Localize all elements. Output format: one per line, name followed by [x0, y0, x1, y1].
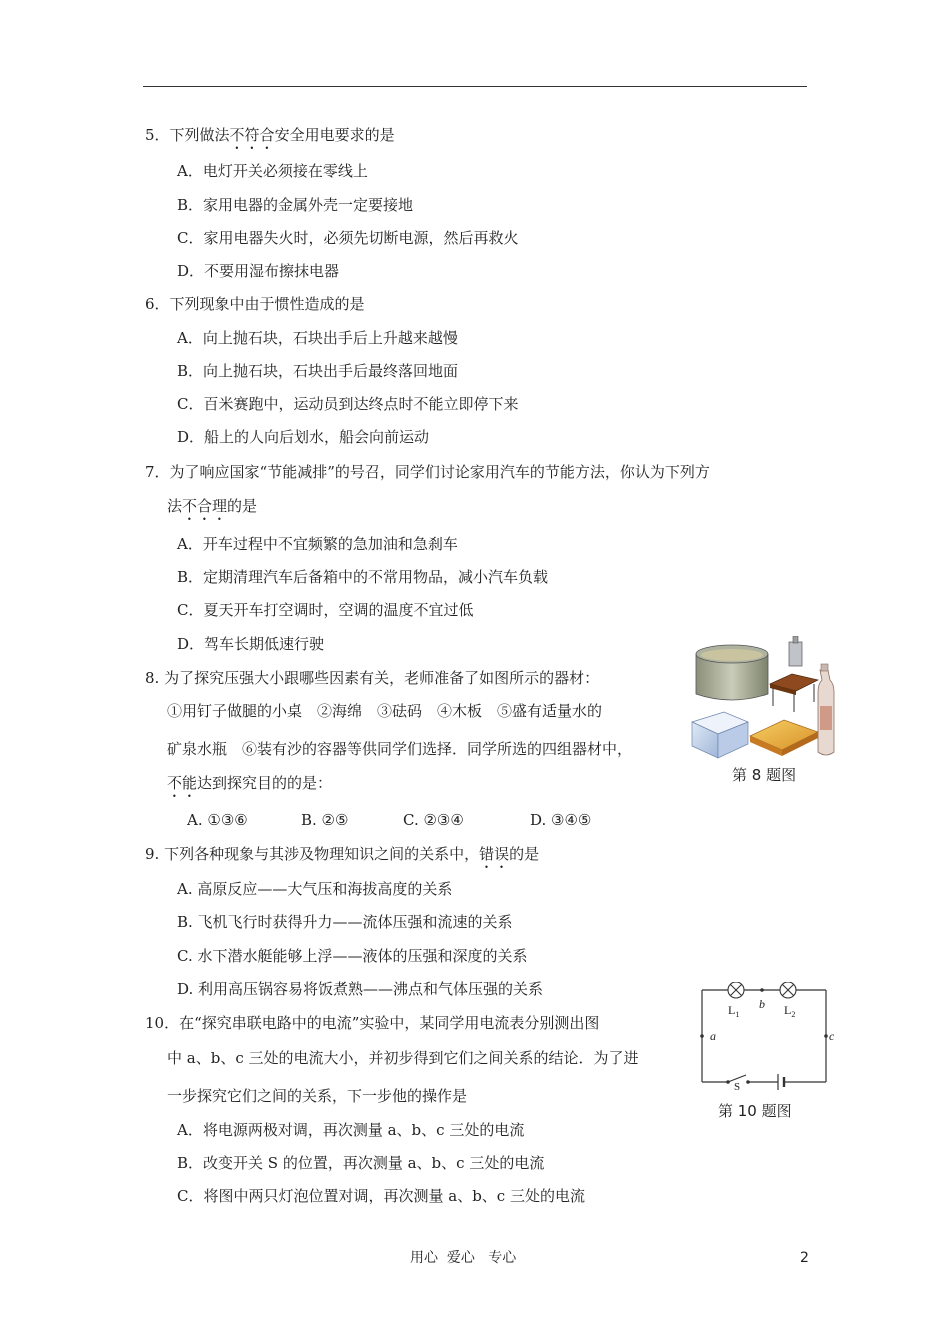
- label-l1: $L_1$: [728, 1003, 740, 1019]
- label-b: b: [759, 997, 765, 1011]
- q5-stem: 5．下列做法不符合安全用电要求的是: [145, 126, 395, 144]
- q8-option-d: D. ③④⑤: [530, 811, 592, 829]
- q10-figure-caption: 第 10 题图: [718, 1102, 792, 1120]
- q8-stem-line1: 8. 为了探究压强大小跟哪些因素有关，老师准备了如图所示的器材：: [145, 669, 600, 687]
- q10-stem-line3: 一步探究它们之间的关系，下一步他的操作是: [167, 1087, 468, 1105]
- q7-stem-line2: 法不合理的是: [167, 497, 258, 515]
- q7-option-c: C．夏天开车打空调时，空调的温度不宜过低: [177, 601, 474, 619]
- q6-option-b: B．向上抛石块，石块出手后最终落回地面: [177, 362, 459, 380]
- q5-option-a: A．电灯开关必须接在零线上: [177, 162, 368, 180]
- bulb-l1-icon: [728, 982, 744, 998]
- sand-container-icon: [696, 645, 768, 700]
- label-a: a: [710, 1029, 716, 1043]
- q8-emphasis: 不能: [167, 774, 198, 792]
- q10-stem-line2: 中 a、b、c 三处的电流大小，并初步得到它们之间关系的结论．为了进: [167, 1049, 639, 1067]
- switch-contact-right: [746, 1080, 750, 1084]
- q7-option-b: B．定期清理汽车后备箱中的不常用物品，减小汽车负载: [177, 568, 549, 586]
- q6-stem: 6．下列现象中由于惯性造成的是: [145, 295, 365, 313]
- q5-emphasis: 不符合: [229, 126, 275, 144]
- weight-icon: [789, 636, 802, 666]
- q7-emphasis: 不合理: [182, 497, 228, 515]
- q5-option-d: D．不要用湿布擦抹电器: [177, 262, 340, 280]
- q8-apparatus-figure: [686, 636, 842, 762]
- q6-option-d: D．船上的人向后划水，船会向前运动: [177, 428, 430, 446]
- q10-option-a: A．将电源两极对调，再次测量 a、b、c 三处的电流: [177, 1121, 525, 1139]
- water-bottle-icon: [818, 664, 834, 755]
- q5-option-c: C．家用电器失火时，必须先切断电源，然后再救火: [177, 229, 519, 247]
- point-a-dot: [700, 1034, 704, 1038]
- q10-option-c: C．将图中两只灯泡位置对调，再次测量 a、b、c 三处的电流: [177, 1187, 585, 1205]
- q8-stem-line4: 不能达到探究目的的是：: [167, 774, 333, 792]
- sponge-icon: [692, 712, 748, 758]
- q7-stem-line1: 7．为了响应国家“节能减排”的号召，同学们讨论家用汽车的节能方法，你认为下列方: [145, 463, 710, 481]
- label-l2: $L_2$: [784, 1003, 796, 1019]
- q8-stem-line2: ①用钉子做腿的小桌 ②海绵 ③砝码 ④木板 ⑤盛有适量水的: [167, 702, 603, 720]
- small-table-icon: [770, 674, 818, 712]
- q9-emphasis: 错误: [479, 845, 510, 863]
- q6-option-a: A．向上抛石块，石块出手后上升越来越慢: [177, 329, 458, 347]
- q9-option-d: D. 利用高压锅容易将饭煮熟——沸点和气体压强的关系: [177, 980, 544, 998]
- header-rule: [143, 86, 807, 87]
- q9-option-c: C. 水下潜水艇能够上浮——液体的压强和深度的关系: [177, 947, 528, 965]
- q9-option-a: A. 高原反应——大气压和海拔高度的关系: [177, 880, 453, 898]
- footer-motto: 用心 爱心 专心: [410, 1250, 517, 1266]
- q9-option-b: B. 飞机飞行时获得升力——流体压强和流速的关系: [177, 913, 513, 931]
- q6-option-c: C．百米赛跑中，运动员到达终点时不能立即停下来: [177, 395, 519, 413]
- q8-figure-caption: 第 8 题图: [732, 766, 797, 784]
- wooden-board-icon: [750, 720, 818, 756]
- q5-option-b: B．家用电器的金属外壳一定要接地: [177, 196, 414, 214]
- switch-contact-left: [726, 1080, 730, 1084]
- q8-option-c: C. ②③④: [403, 811, 464, 829]
- q10-stem-line1: 10．在“探究串联电路中的电流”实验中，某同学用电流表分别测出图: [145, 1014, 600, 1032]
- battery-icon: [778, 1074, 784, 1090]
- page-number: 2: [800, 1250, 809, 1266]
- q10-option-b: B．改变开关 S 的位置，再次测量 a、b、c 三处的电流: [177, 1154, 545, 1172]
- q10-circuit-figure: [698, 982, 834, 1090]
- q8-option-b: B. ②⑤: [301, 811, 349, 829]
- label-switch: S: [734, 1081, 741, 1090]
- q7-option-a: A．开车过程中不宜频繁的急加油和急刹车: [177, 535, 458, 553]
- point-c-dot: [824, 1034, 828, 1038]
- q7-option-d: D．驾车长期低速行驶: [177, 635, 325, 653]
- q8-option-a: A. ①③⑥: [187, 811, 248, 829]
- q8-stem-line3: 矿泉水瓶 ⑥装有沙的容器等供同学们选择．同学所选的四组器材中，: [167, 740, 633, 758]
- q9-stem: 9. 下列各种现象与其涉及物理知识之间的关系中，错误的是: [145, 845, 540, 863]
- bulb-l2-icon: [780, 982, 796, 998]
- label-c: c: [829, 1029, 834, 1043]
- point-b-dot: [760, 988, 764, 992]
